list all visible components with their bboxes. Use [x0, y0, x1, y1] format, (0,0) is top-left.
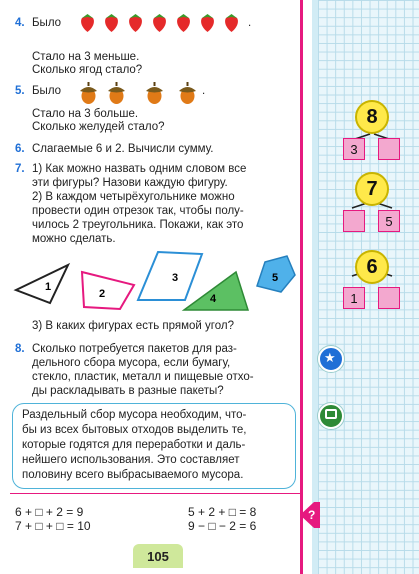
shape-2-label: 2 [99, 288, 106, 300]
divider [10, 493, 300, 494]
strawberry-icon [199, 13, 216, 33]
task-6-line-1: Слагаемые 6 и 2. Вычисли сумму. [32, 143, 214, 155]
shape-1-triangle [16, 265, 68, 303]
pyramid-2-left[interactable] [343, 210, 365, 232]
shape-4-label: 4 [210, 293, 217, 305]
task-8-line-3: стекло, пластик, металл и пищевые отхо- [32, 371, 254, 383]
pyramid-3-left[interactable]: 1 [343, 287, 365, 309]
task-7-line-6: можно сделать. [32, 233, 116, 245]
shape-3-label: 3 [172, 272, 179, 284]
task-7-line-3: 2) В каждом четырёхугольнике можно [32, 191, 235, 203]
shape-2-quadrilateral [82, 272, 134, 309]
page-number: 105 [133, 544, 183, 568]
pyramid-3-top: 6 [355, 250, 389, 284]
task-6-number: 6. [15, 143, 25, 155]
task-7-line-7: 3) В каких фигурах есть прямой угол? [32, 320, 234, 332]
shape-1-label: 1 [45, 281, 52, 293]
question-mark: ? [308, 508, 316, 522]
equation-3: 5 + 2 + □ = 8 [188, 505, 257, 519]
task-4-line-3: Сколько ягод стало? [32, 64, 143, 76]
equation-4: 9 − □ − 2 = 6 [188, 519, 257, 533]
info-line-4: нейшего использования. Это составляет [22, 454, 240, 466]
task-4-dot: . [248, 17, 252, 29]
shape-3-parallelogram [138, 252, 202, 300]
strawberry-icon [127, 13, 144, 33]
task-7-line-4: провести один отрезок так, чтобы полу- [32, 205, 244, 217]
strawberry-icon [151, 13, 168, 33]
shapes-figure [10, 250, 302, 320]
info-line-5: половину всего выбрасываемого мусора. [22, 469, 244, 481]
info-line-1: Раздельный сбор мусора необходим, что- [22, 409, 247, 421]
task-7-line-2: эти фигуры? Назови каждую фигуру. [32, 177, 228, 189]
task-7-number: 7. [15, 163, 25, 175]
task-5-number: 5. [15, 85, 25, 97]
task-8-number: 8. [15, 343, 25, 355]
pyramid-1-top: 8 [355, 100, 389, 134]
equation-2: 7 + □ + □ = 10 [15, 519, 91, 533]
task-7-line-5: чилось 2 треугольника. Покажи, как это [32, 219, 244, 231]
task-8-line-2: дельного сбора мусора, если бумагу, [32, 357, 231, 369]
pyramid-1-right[interactable] [378, 138, 400, 160]
task-5-line-1: Было [32, 85, 62, 97]
task-4-number: 4. [15, 17, 25, 29]
task-4-line-2: Стало на 3 меньше. [32, 51, 140, 63]
stars-icon: ★ [318, 346, 344, 372]
pyramid-1-left[interactable]: 3 [343, 138, 365, 160]
equation-1: 6 + □ + 2 = 9 [15, 505, 84, 519]
acorn-icon [107, 82, 126, 105]
shape-5-label: 5 [272, 272, 279, 284]
pyramid-2-right[interactable]: 5 [378, 210, 400, 232]
task-8-line-4: ды раскладывать в разные пакеты? [32, 385, 224, 397]
info-line-2: бы из всех бытовых отходов выделить те, [22, 424, 247, 436]
task-4-line-1: Было [32, 17, 62, 29]
info-line-3: которые годятся для переработки и даль- [22, 439, 246, 451]
task-5-line-3: Сколько желудей стало? [32, 121, 165, 133]
task-5-dot: . [202, 85, 206, 97]
task-7-line-1: 1) Как можно назвать одним словом все [32, 163, 247, 175]
strawberry-icon [175, 13, 192, 33]
task-8-line-1: Сколько потребуется пакетов для раз- [32, 343, 237, 355]
pyramid-3-right[interactable] [378, 287, 400, 309]
pyramid-2-top: 7 [355, 172, 389, 206]
acorn-icon [145, 82, 164, 105]
strawberry-icon [79, 13, 96, 33]
strawberry-icon [103, 13, 120, 33]
book-icon [318, 403, 344, 429]
acorn-icon [79, 82, 98, 105]
task-5-line-2: Стало на 3 больше. [32, 108, 139, 120]
acorn-icon [178, 82, 197, 105]
strawberry-icon [223, 13, 240, 33]
